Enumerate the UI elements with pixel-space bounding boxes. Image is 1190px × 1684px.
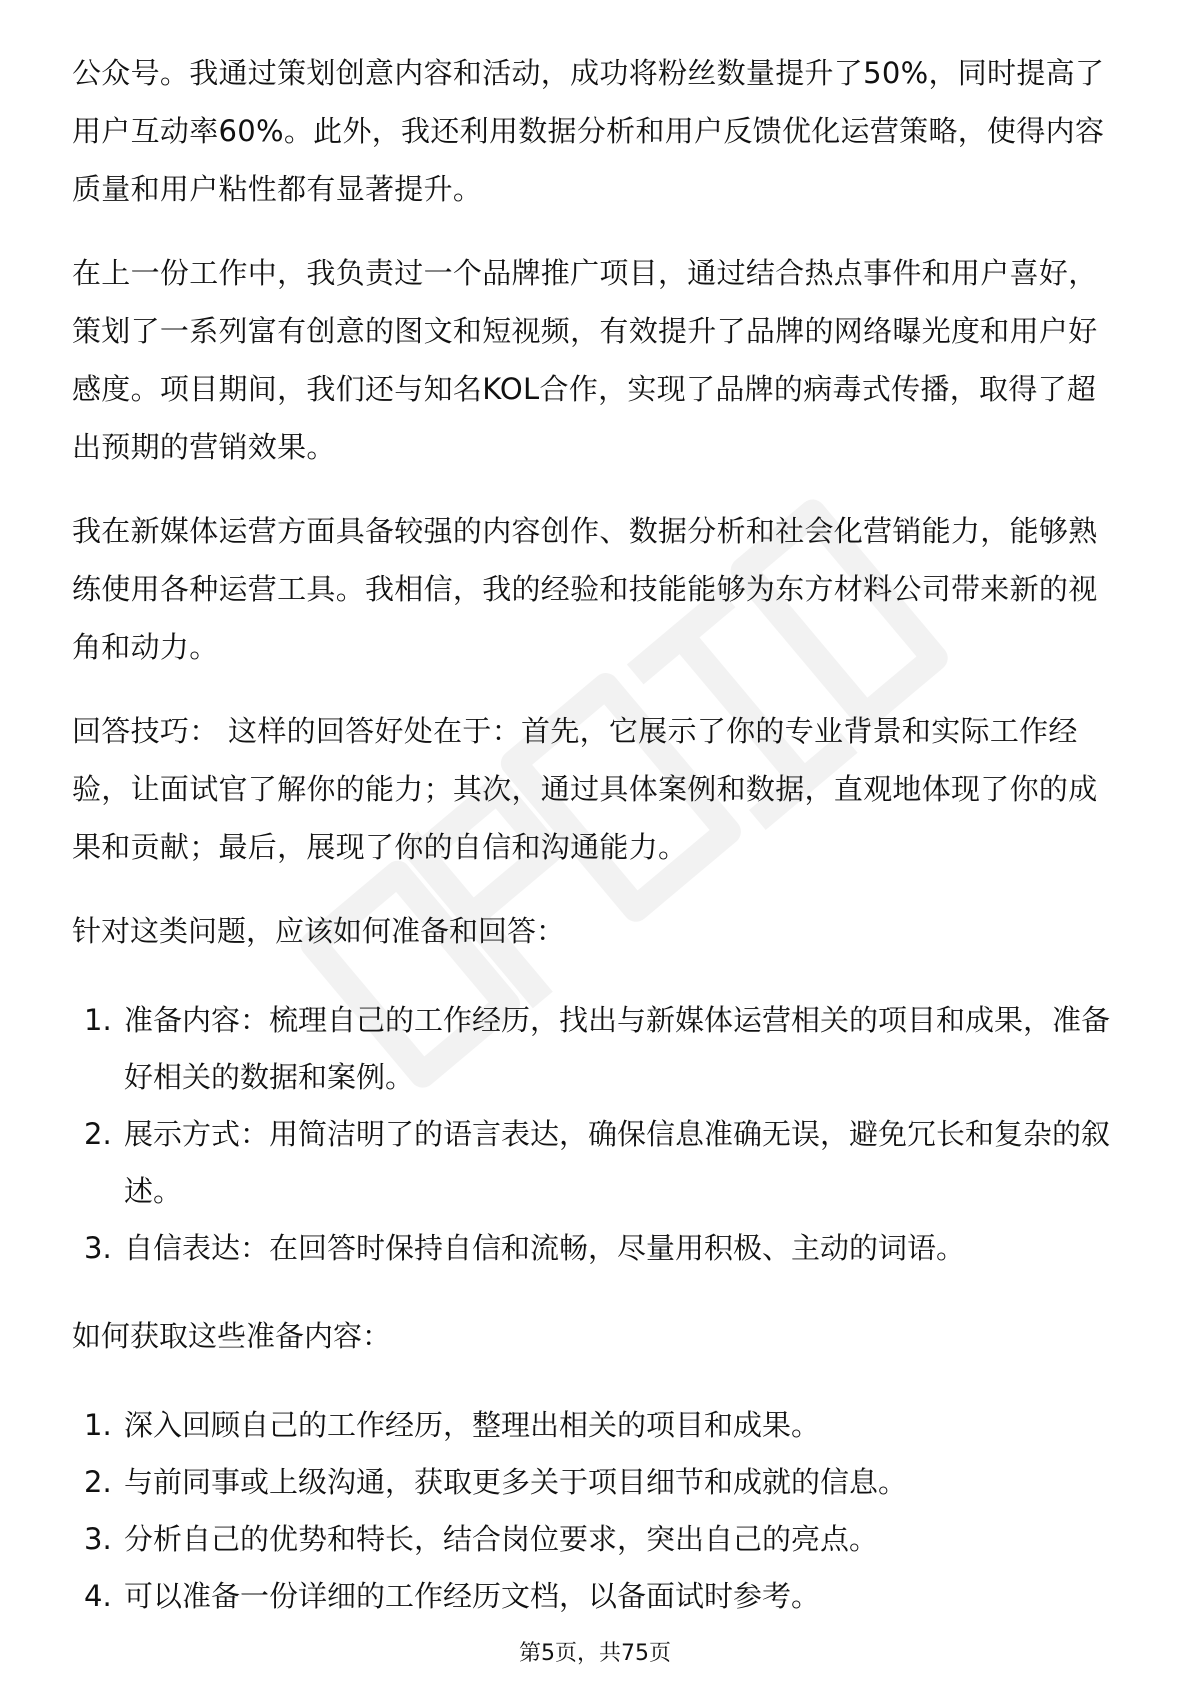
list-text: 自信表达：在回答时保持自信和流畅，尽量用积极、主动的词语。 — [124, 1231, 966, 1265]
list-item — [72, 1511, 1122, 1568]
heading-how-to-prepare: 针对这类问题，应该如何准备和回答： — [72, 914, 566, 948]
list-number: 2. — [84, 1465, 112, 1499]
prepare-list — [72, 992, 1122, 1277]
list-item — [72, 992, 1122, 1106]
list-number: 3. — [84, 1231, 112, 1265]
paragraph-answer-tips: 回答技巧： 这样的回答好处在于：首先，它展示了你的专业背景和实际工作经验，让面试官了解你的能力；其次，通过具体案例和数据，直观地体现了你的成果和贡献；最后，展现了你的自信和沟通能力。 — [72, 714, 1098, 864]
page-number-footer: 第5页，共75页 — [519, 1641, 671, 1666]
obtain-list — [72, 1397, 1122, 1625]
list-item — [72, 1220, 1122, 1277]
list-text: 分析自己的优势和特长，结合岗位要求，突出自己的亮点。 — [124, 1522, 879, 1556]
list-item — [72, 1397, 1122, 1454]
list-number: 1. — [84, 1408, 112, 1442]
list-text: 准备内容：梳理自己的工作经历，找出与新媒体运营相关的项目和成果，准备好相关的数据和案例。 — [124, 1003, 1111, 1094]
list-item — [72, 1454, 1122, 1511]
paragraph-brand-project: 在上一份工作中，我负责过一个品牌推广项目，通过结合热点事件和用户喜好，策划了一系列富有创意的图文和短视频，有效提升了品牌的网络曝光度和用户好感度。项目期间，我们还与知名KOL合作，实现了品牌的病毒式传播，取得了超出预期的营销效果。 — [72, 256, 1098, 464]
paragraph-intro: 公众号。我通过策划创意内容和活动，成功将粉丝数量提升了50%，同时提高了用户互动率60%。此外，我还利用数据分析和用户反馈优化运营策略，使得内容质量和用户粘性都有显著提升。 — [72, 56, 1105, 206]
list-number: 4. — [84, 1579, 112, 1613]
list-number: 2. — [84, 1117, 112, 1151]
list-number: 3. — [84, 1522, 112, 1556]
list-text: 可以准备一份详细的工作经历文档，以备面试时参考。 — [124, 1579, 821, 1613]
list-item — [72, 1106, 1122, 1220]
list-number: 1. — [84, 1003, 112, 1037]
list-text: 展示方式：用简洁明了的语言表达，确保信息准确无误，避免冗长和复杂的叙述。 — [124, 1117, 1111, 1208]
list-text: 深入回顾自己的工作经历，整理出相关的项目和成果。 — [124, 1408, 821, 1442]
list-item — [72, 1568, 1122, 1625]
heading-how-to-obtain: 如何获取这些准备内容： — [72, 1319, 392, 1353]
list-text: 与前同事或上级沟通，获取更多关于项目细节和成就的信息。 — [124, 1465, 908, 1499]
paragraph-abilities: 我在新媒体运营方面具备较强的内容创作、数据分析和社会化营销能力，能够熟练使用各种运营工具。我相信，我的经验和技能能够为东方材料公司带来新的视角和动力。 — [72, 514, 1098, 664]
document-page — [72, 44, 1122, 1655]
